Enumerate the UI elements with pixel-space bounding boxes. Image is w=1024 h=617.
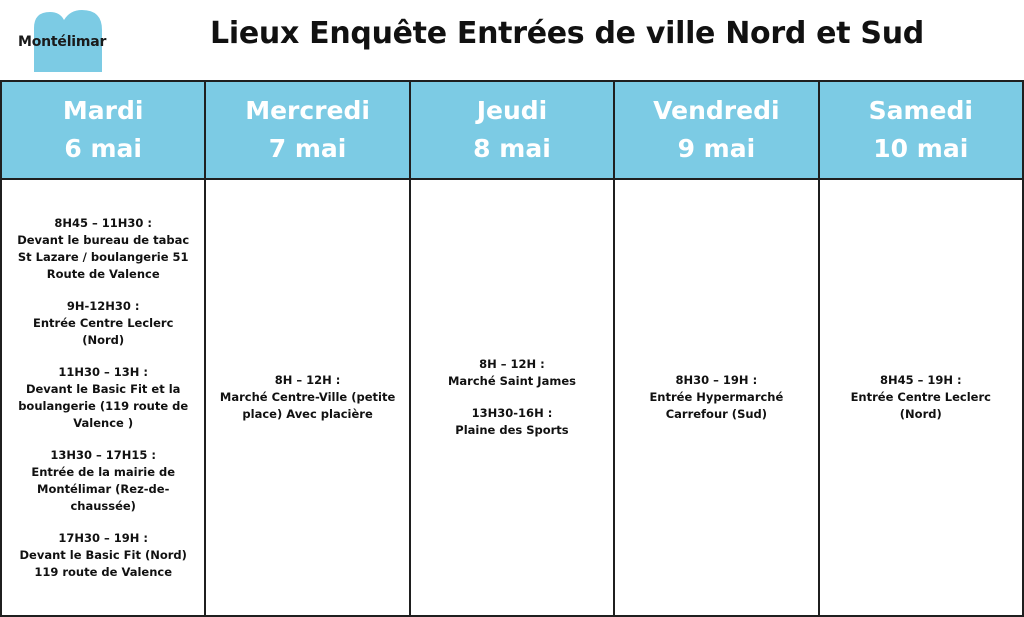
slot-place: Marché Centre-Ville (petite place) Avec placière (219, 390, 396, 421)
time-slot (421, 405, 603, 439)
day-cell-vendredi (614, 179, 818, 616)
time-slot (421, 356, 603, 390)
day-name: Mercredi (245, 96, 370, 125)
slot-place: Plaine des Sports (455, 423, 569, 437)
slot-time: 13H30 – 17H15 : (50, 447, 156, 462)
day-date: 8 mai (473, 134, 551, 163)
schedule-row (1, 179, 1023, 616)
time-slot (625, 372, 807, 423)
slot-place: Entrée Centre Leclerc (Nord) (33, 315, 174, 347)
day-header-jeudi (410, 81, 614, 179)
slot-time: 8H45 – 19H : (879, 373, 962, 387)
day-name: Vendredi (653, 96, 780, 125)
day-cell-jeudi (410, 179, 614, 616)
day-name: Jeudi (476, 96, 548, 125)
schedule-table (0, 80, 1024, 617)
slot-time: 13H30-16H : (471, 406, 553, 420)
time-slot (12, 364, 194, 432)
slot-place: Devant le Basic Fit (Nord) 119 route de Valence (19, 547, 187, 579)
logo-text: Montélimar (18, 34, 107, 50)
slot-time: 11H30 – 13H : (58, 364, 148, 379)
slot-place: Entrée de la mairie de Montélimar (Rez-de-chaussée) (31, 464, 176, 513)
slot-place: Devant le bureau de tabac St Lazare / boulangerie 51 Route de Valence (17, 232, 190, 281)
header-row (1, 81, 1023, 179)
slot-time: 8H30 – 19H : (675, 373, 758, 387)
day-date: 9 mai (677, 134, 756, 163)
slot-place: Marché Saint James (447, 374, 576, 388)
day-header-vendredi (614, 81, 818, 179)
slot-place: Devant le Basic Fit et la boulangerie (119 route de Valence ) (18, 381, 189, 430)
slot-place: Entrée Hypermarché Carrefour (Sud) (649, 390, 784, 421)
slot-time: 8H – 12H : (274, 373, 341, 387)
day-cell-mercredi (205, 179, 409, 616)
day-cell-mardi (1, 179, 205, 616)
day-name: Mardi (62, 96, 144, 125)
page-title: Lieux Enquête Entrées de ville Nord et Sud (210, 16, 924, 51)
time-slot (830, 372, 1012, 423)
time-slot (216, 372, 398, 423)
day-header-mardi (1, 81, 205, 179)
slot-place: Entrée Centre Leclerc (Nord) (850, 390, 991, 421)
day-date: 6 mai (64, 134, 142, 163)
day-date: 10 mai (873, 134, 969, 163)
slot-time: 8H – 12H : (479, 357, 545, 371)
time-slot (12, 298, 194, 349)
time-slot (12, 530, 194, 581)
slot-time: 17H30 – 19H : (58, 530, 148, 545)
day-header-samedi (819, 81, 1023, 179)
day-header-mercredi (205, 81, 409, 179)
slot-time: 9H-12H30 : (66, 298, 140, 313)
logo (14, 8, 114, 78)
day-name: Samedi (868, 96, 973, 125)
time-slot (12, 447, 194, 515)
day-cell-samedi (819, 179, 1023, 616)
day-date: 7 mai (268, 134, 347, 163)
time-slot (12, 215, 194, 283)
slot-time: 8H45 – 11H30 : (54, 215, 152, 230)
